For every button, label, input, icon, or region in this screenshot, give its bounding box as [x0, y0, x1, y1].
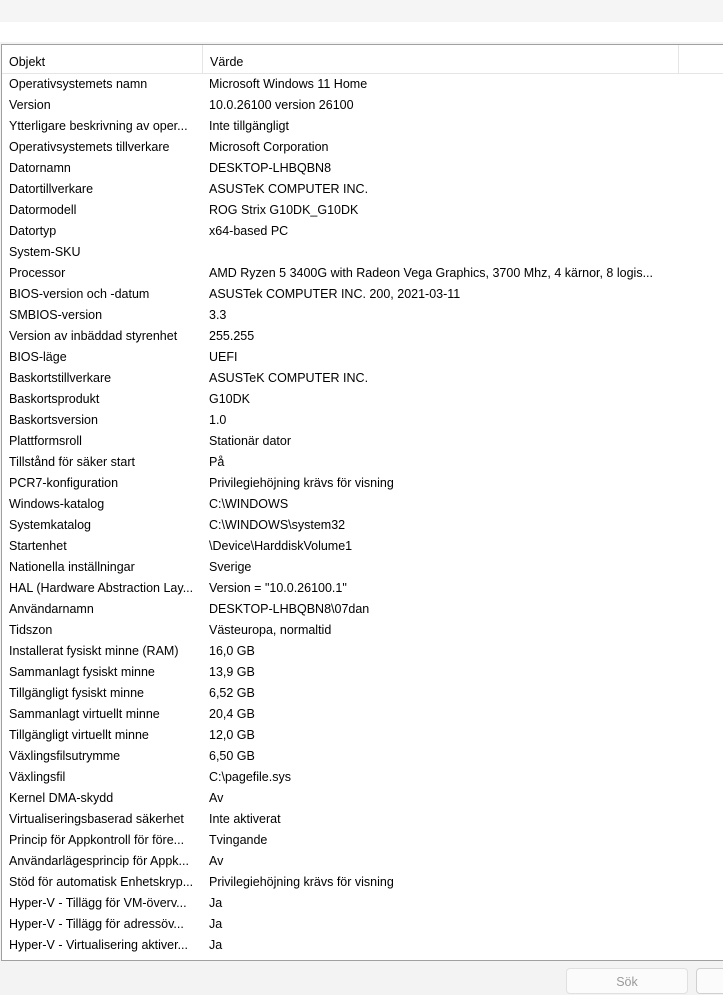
table-row[interactable] — [2, 431, 723, 452]
row-item-label: PCR7-konfiguration — [9, 476, 119, 490]
table-row[interactable] — [2, 599, 723, 620]
search-button[interactable]: Sök — [566, 968, 688, 994]
column-header-value[interactable]: Värde — [203, 45, 679, 73]
table-row[interactable] — [2, 74, 723, 95]
row-value: G10DK — [209, 392, 250, 406]
table-row[interactable] — [2, 725, 723, 746]
close-find-button[interactable] — [696, 968, 723, 994]
table-row[interactable] — [2, 494, 723, 515]
row-item-label: Användarnamn — [9, 602, 94, 616]
row-item-label: Växlingsfilsutrymme — [9, 749, 121, 763]
row-item-label: Växlingsfil — [9, 770, 66, 784]
row-item-label: Tillgängligt virtuellt minne — [9, 728, 149, 742]
row-item-label: Processor — [9, 266, 66, 280]
gap-band — [0, 22, 723, 42]
table-row[interactable] — [2, 683, 723, 704]
row-item-label: Installerat fysiskt minne (RAM) — [9, 644, 179, 658]
table-row[interactable] — [2, 263, 723, 284]
table-row[interactable] — [2, 410, 723, 431]
row-item-label: Baskortstillverkare — [9, 371, 112, 385]
column-header-item[interactable]: Objekt — [2, 45, 203, 73]
table-row[interactable] — [2, 893, 723, 914]
table-row[interactable] — [2, 137, 723, 158]
table-row[interactable] — [2, 578, 723, 599]
table-row[interactable] — [2, 368, 723, 389]
column-header-row — [2, 45, 723, 74]
row-item-label: Operativsystemets tillverkare — [9, 140, 170, 154]
row-value: Microsoft Corporation — [209, 140, 329, 154]
row-item-label: Plattformsroll — [9, 434, 82, 448]
row-item-label: BIOS-läge — [9, 350, 67, 364]
table-row[interactable] — [2, 242, 723, 263]
row-item-label: Sammanlagt fysiskt minne — [9, 665, 155, 679]
row-value: Stationär dator — [209, 434, 291, 448]
row-item-label: Kernel DMA-skydd — [9, 791, 114, 805]
row-value: ROG Strix G10DK_G10DK — [209, 203, 359, 217]
table-row[interactable] — [2, 284, 723, 305]
table-row[interactable] — [2, 179, 723, 200]
table-body — [2, 74, 723, 956]
row-item-label: Sammanlagt virtuellt minne — [9, 707, 160, 721]
row-value: Sverige — [209, 560, 252, 574]
table-row[interactable] — [2, 326, 723, 347]
row-value: 6,52 GB — [209, 686, 255, 700]
table-row[interactable] — [2, 914, 723, 935]
row-value: På — [209, 455, 225, 469]
row-value: Privilegiehöjning krävs för visning — [209, 875, 394, 889]
row-value: DESKTOP-LHBQBN8 — [209, 161, 332, 175]
row-item-label: Ytterligare beskrivning av oper... — [9, 119, 188, 133]
table-row[interactable] — [2, 557, 723, 578]
row-item-label: Datormodell — [9, 203, 77, 217]
row-item-label: Datortyp — [9, 224, 57, 238]
row-value: UEFI — [209, 350, 238, 364]
row-item-label: Baskortsprodukt — [9, 392, 100, 406]
table-row[interactable] — [2, 641, 723, 662]
row-value: 20,4 GB — [209, 707, 255, 721]
row-value: Av — [209, 854, 224, 868]
row-value: Version = "10.0.26100.1" — [209, 581, 347, 595]
table-row[interactable] — [2, 515, 723, 536]
row-value: Ja — [209, 938, 223, 952]
row-item-label: Virtualiseringsbaserad säkerhet — [9, 812, 184, 826]
row-item-label: Tillstånd för säker start — [9, 455, 135, 469]
row-value: C:\WINDOWS — [209, 497, 289, 511]
top-band — [0, 0, 723, 22]
row-item-label: Användarlägesprincip för Appk... — [9, 854, 189, 868]
row-value: 255.255 — [209, 329, 255, 343]
table-row[interactable] — [2, 767, 723, 788]
table-row[interactable] — [2, 809, 723, 830]
table-row[interactable] — [2, 95, 723, 116]
row-item-label: BIOS-version och -datum — [9, 287, 150, 301]
table-row[interactable] — [2, 200, 723, 221]
table-row[interactable] — [2, 935, 723, 956]
row-item-label: Datortillverkare — [9, 182, 94, 196]
table-row[interactable] — [2, 473, 723, 494]
row-item-label: HAL (Hardware Abstraction Lay... — [9, 581, 194, 595]
table-row[interactable] — [2, 662, 723, 683]
row-value: Inte tillgängligt — [209, 119, 289, 133]
row-item-label: System-SKU — [9, 245, 81, 259]
system-summary-list[interactable] — [1, 44, 723, 961]
row-value: 6,50 GB — [209, 749, 255, 763]
row-value: 1.0 — [209, 413, 227, 427]
row-value: 13,9 GB — [209, 665, 255, 679]
table-row[interactable] — [2, 116, 723, 137]
row-value: Microsoft Windows 11 Home — [209, 77, 368, 91]
table-row[interactable] — [2, 872, 723, 893]
row-value: 3.3 — [209, 308, 227, 322]
row-item-label: Princip för Appkontroll för före... — [9, 833, 185, 847]
row-item-label: Hyper-V - Tillägg för VM-överv... — [9, 896, 187, 910]
table-row[interactable] — [2, 620, 723, 641]
table-row[interactable] — [2, 746, 723, 767]
table-row[interactable] — [2, 704, 723, 725]
table-row[interactable] — [2, 452, 723, 473]
row-item-label: Hyper-V - Virtualisering aktiver... — [9, 938, 188, 952]
row-value: ASUSTek COMPUTER INC. 200, 2021-03-11 — [209, 287, 461, 301]
row-item-label: Version — [9, 98, 51, 112]
row-item-label: SMBIOS-version — [9, 308, 103, 322]
row-item-label: Datornamn — [9, 161, 71, 175]
row-value: Inte aktiverat — [209, 812, 281, 826]
table-row[interactable] — [2, 788, 723, 809]
row-value: Av — [209, 791, 224, 805]
row-item-label: Tidszon — [9, 623, 53, 637]
row-item-label: Windows-katalog — [9, 497, 105, 511]
row-value: ASUSTeK COMPUTER INC. — [209, 182, 369, 196]
row-value: ASUSTeK COMPUTER INC. — [209, 371, 369, 385]
row-value: Privilegiehöjning krävs för visning — [209, 476, 394, 490]
table-row[interactable] — [2, 347, 723, 368]
row-value: 10.0.26100 version 26100 — [209, 98, 354, 112]
row-item-label: Hyper-V - Tillägg för adressöv... — [9, 917, 184, 931]
row-value: \Device\HarddiskVolume1 — [209, 539, 353, 553]
row-value: Tvingande — [209, 833, 268, 847]
row-value: Västeuropa, normaltid — [209, 623, 332, 637]
table-row[interactable] — [2, 389, 723, 410]
row-item-label: Version av inbäddad styrenhet — [9, 329, 178, 343]
row-value: C:\pagefile.sys — [209, 770, 291, 784]
table-row[interactable] — [2, 536, 723, 557]
row-value: 12,0 GB — [209, 728, 255, 742]
row-item-label: Tillgängligt fysiskt minne — [9, 686, 145, 700]
table-row[interactable] — [2, 851, 723, 872]
row-value: C:\WINDOWS\system32 — [209, 518, 346, 532]
row-value: AMD Ryzen 5 3400G with Radeon Vega Graphics, 3700 Mhz, 4 kärnor, 8 logis... — [209, 266, 653, 280]
row-item-label: Nationella inställningar — [9, 560, 135, 574]
row-value: Ja — [209, 896, 223, 910]
row-value: DESKTOP-LHBQBN8\07dan — [209, 602, 370, 616]
table-row[interactable] — [2, 830, 723, 851]
table-row[interactable] — [2, 158, 723, 179]
row-item-label: Baskortsversion — [9, 413, 98, 427]
row-item-label: Startenhet — [9, 539, 67, 553]
row-item-label: Stöd för automatisk Enhetskryp... — [9, 875, 194, 889]
row-value: 16,0 GB — [209, 644, 255, 658]
row-item-label: Systemkatalog — [9, 518, 91, 532]
row-value: Ja — [209, 917, 223, 931]
row-item-label: Operativsystemets namn — [9, 77, 148, 91]
table-row[interactable] — [2, 305, 723, 326]
row-value: x64-based PC — [209, 224, 289, 238]
table-row[interactable] — [2, 221, 723, 242]
